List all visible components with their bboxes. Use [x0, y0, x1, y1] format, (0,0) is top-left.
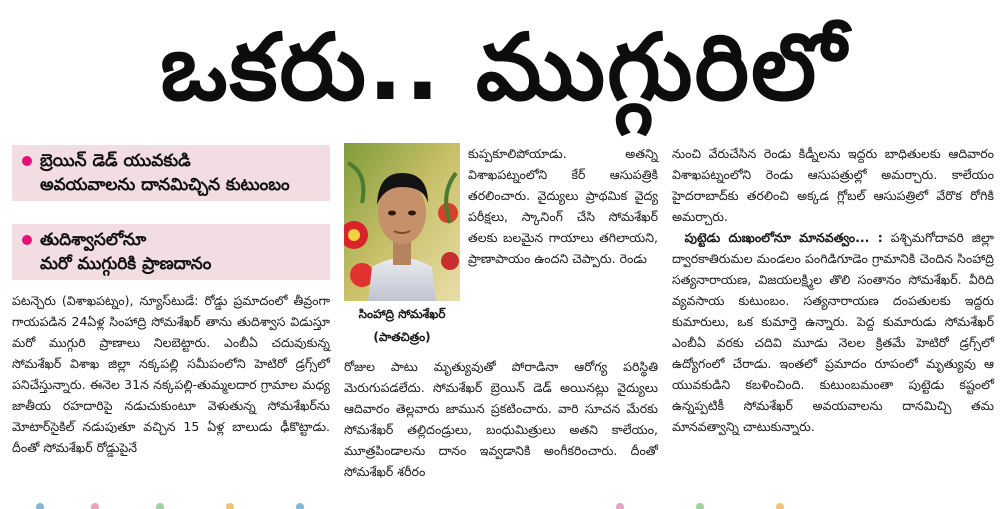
photo-caption	[344, 303, 460, 353]
article-column-right	[672, 143, 994, 437]
bullet-icon	[22, 235, 32, 245]
caption-name: సింహాద్రి సోమశేఖర్	[358, 307, 446, 321]
headline: ఒకరు.. ముగ్గురిలో	[160, 14, 848, 121]
highlight-box-2	[12, 224, 330, 280]
article-text: కుప్పకూలిపోయాడు. అతన్ని విశాఖపట్నంలోని కేర్ ఆసుపత్రికి తరలించారు. వైద్యులు ప్రాథమిక వైద్య పరీక్షలు, స్కానింగ్ చేసి సోమశేఖర్ తలకు బలమైన గాయాలు తగిలాయని, ప్రాణాపాయం ఉందని చెప్పారు. రెండు	[468, 146, 658, 266]
highlight-1-line2: అవయవాలను దానమిచ్చిన కుటుంబం	[40, 175, 290, 195]
highlight-2-line1: తుదిశ్వాసలోనూ	[40, 230, 147, 250]
highlight-1-line1: బ్రెయిన్ డెడ్ యువకుడి	[40, 151, 191, 171]
article-text: నుంచి వేరుచేసిన రెండు కిడ్నీలను ఇద్దరు బాధితులకు ఆదివారం విశాఖపట్నంలోని రెండు ఆసుపత్రుల్లో అమర్చారు. కాలేయం హైదరాబాద్‌కు తరలించి అక్కడ గ్లోబల్ ఆసుపత్రిలో వేరొక రోగికి అమర్చారు.	[672, 146, 994, 224]
decorative-dots-strip	[0, 498, 1008, 509]
highlight-box-1	[12, 145, 330, 201]
article-text: పటన్చెరు (విశాఖపట్నం), న్యూస్‌టుడే: రోడ్డు ప్రమాదంలో తీవ్రంగా గాయపడిన 24ఏళ్ల సింహాద్రి సోమశేఖర్ తాను తుదిశ్వాస విడుస్తూ మరో ముగ్గురి ప్రాణాలు నిలబెట్టారు. ఎంబీఏ చదువుకున్న సోమశేఖర్ విశాఖ జిల్లా నక్కపల్లి సమీపంలోని హెటిరో డ్రగ్స్‌లో పనిచేస్తున్నారు. ఈనెల 31న నక్కపల్లి-తుమ్మలదార గ్రామాల మధ్య జాతీయ రహదారిపై నడుచుకుంటూ వెళుతున్న సోమశేఖర్‌ను మోటార్‌సైకిల్ నడుపుతూ వచ్చిన 15 ఏళ్ల బాలుడు ఢీకొట్టాడు. దీంతో సోమశేఖర్ రోడ్డుపైనే	[12, 293, 330, 455]
article-text: పశ్చిమగోదావరి జిల్లా ద్వారకాతిరుమల మండలం పంగిడిగూడెం గ్రామానికి చెందిన సింహాద్రి సత్యనారాయణ, విజయలక్ష్మిల తొలి సంతానం సోమశేఖర్. వీరిది వ్యవసాయ కుటుంబం. సత్యనారాయణ దంపతులకు ఇద్దరు కుమారులు, ఒక కుమార్తె ఉన్నారు. పెద్ద కుమారుడు సోమశేఖర్ ఎంబీఏ వరకు చదివి మూడు నెలల క్రితమే హెటిరో డ్రగ్స్‌లో ఉద్యోగంలో చేరాడు. ఇంతలో ప్రమాదం రూపంలో మృత్యువు ఆ యువకుడిని కబళించింది. కుటుంబమంతా పుట్టెడు కష్టంలో ఉన్నప్పటికీ సోమశేఖర్ అవయవాలను దానమిచ్చి తమ మానవత్వాన్ని చాటుకున్నారు.	[672, 230, 995, 434]
caption-note: (పాతచిత్రం)	[373, 330, 431, 344]
article-paragraph-2	[672, 227, 994, 437]
portrait-photo	[344, 143, 460, 301]
highlight-2-line2: మరో ముగ్గురికి ప్రాణదానం	[40, 254, 212, 274]
article-text: రోజుల పాటు మృత్యువుతో పోరాడినా ఆరోగ్య పరిస్థితి మెరుగుపడలేదు. సోమశేఖర్ బ్రెయిన్ డెడ్ అయినట్లు వైద్యులు ఆదివారం తెల్లవారు జామున ప్రకటించారు. వారి సూచన మేరకు సోమశేఖర్ తల్లిదండ్రులు, బంధుమిత్రులు అతని కాలేయం, మూత్రపిండాలను దానం ఇవ్వడానికి అంగీకరించారు. దీంతో సోమశేఖర్ శరీరం	[344, 359, 658, 479]
bullet-icon	[22, 156, 32, 166]
article-column-middle-top	[468, 143, 658, 269]
article-subheading: పుట్టెడు దుఃఖంలోనూ మానవత్వం... :	[684, 230, 883, 245]
article-column-middle-bottom	[344, 356, 658, 482]
article-column-left	[12, 290, 330, 458]
portrait-image	[344, 143, 460, 301]
